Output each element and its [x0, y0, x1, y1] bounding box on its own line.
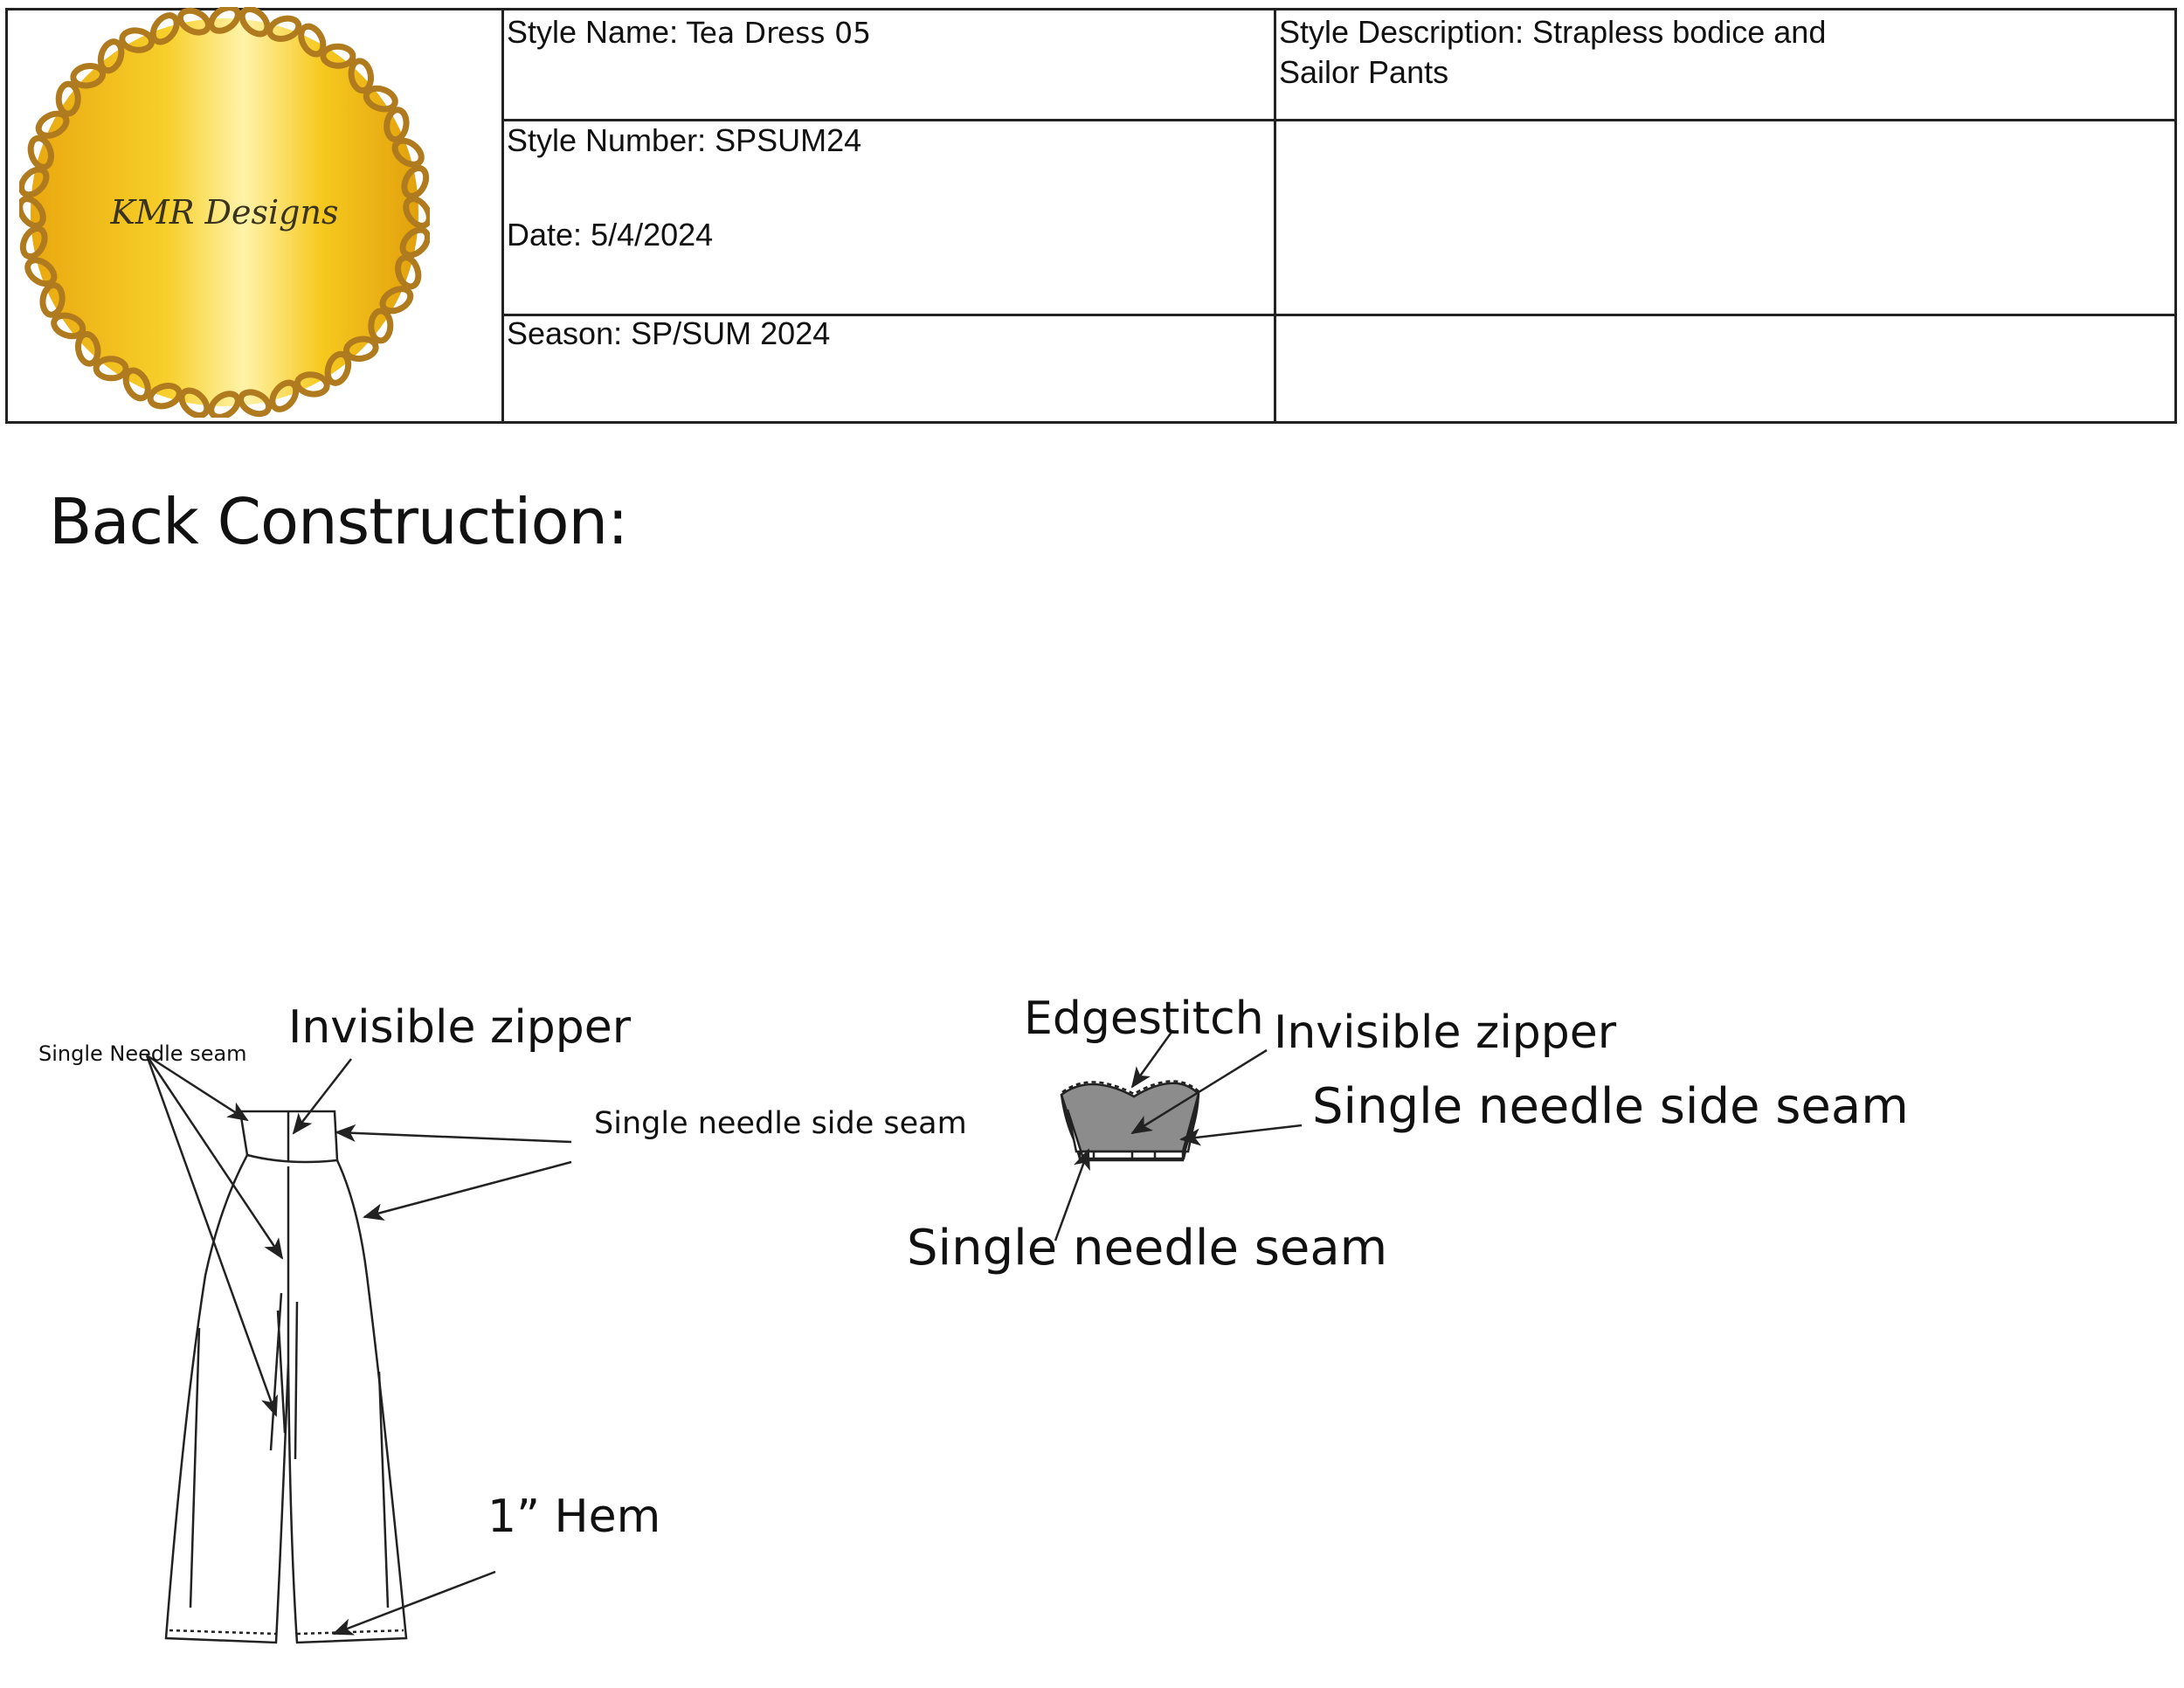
style-name-label: Style Name: — [507, 14, 679, 50]
pants-hem-label: 1” Hem — [487, 1491, 661, 1543]
style-name-value: Tea Dress 05 — [687, 16, 872, 50]
style-description-value: Strapless bodice and — [1532, 14, 1827, 50]
strapless-bodice-flat — [1061, 1081, 1199, 1160]
sailor-pants-flat — [166, 1111, 406, 1643]
style-number-label: Style Number: — [507, 122, 707, 158]
section-title: Back Construction: — [49, 485, 628, 558]
style-number-value: SPSUM24 — [715, 122, 862, 158]
bodice-single-needle-seam-label: Single needle seam — [907, 1220, 1388, 1276]
pants-single-needle-seam-label: Single Needle seam — [38, 1041, 247, 1066]
date-label: Date: — [507, 217, 583, 253]
bodice-side-seam-label: Single needle side seam — [1312, 1078, 1909, 1135]
date-value: 5/4/2024 — [591, 217, 714, 253]
style-description-label: Style Description: — [1279, 14, 1524, 50]
pants-side-seam-label: Single needle side seam — [594, 1106, 967, 1141]
logo-text: KMR Designs — [110, 193, 339, 232]
bodice-invisible-zipper-label: Invisible zipper — [1274, 1007, 1617, 1059]
style-description-value-line2: Sailor Pants — [1279, 54, 1449, 90]
season-value: SP/SUM 2024 — [631, 315, 831, 351]
bodice-edgestitch-label: Edgestitch — [1024, 993, 1264, 1045]
pants-body — [166, 1155, 406, 1643]
season-label: Season: — [507, 315, 623, 351]
bodice-lining — [1061, 1083, 1199, 1152]
pants-invisible-zipper-label: Invisible zipper — [288, 1001, 632, 1054]
